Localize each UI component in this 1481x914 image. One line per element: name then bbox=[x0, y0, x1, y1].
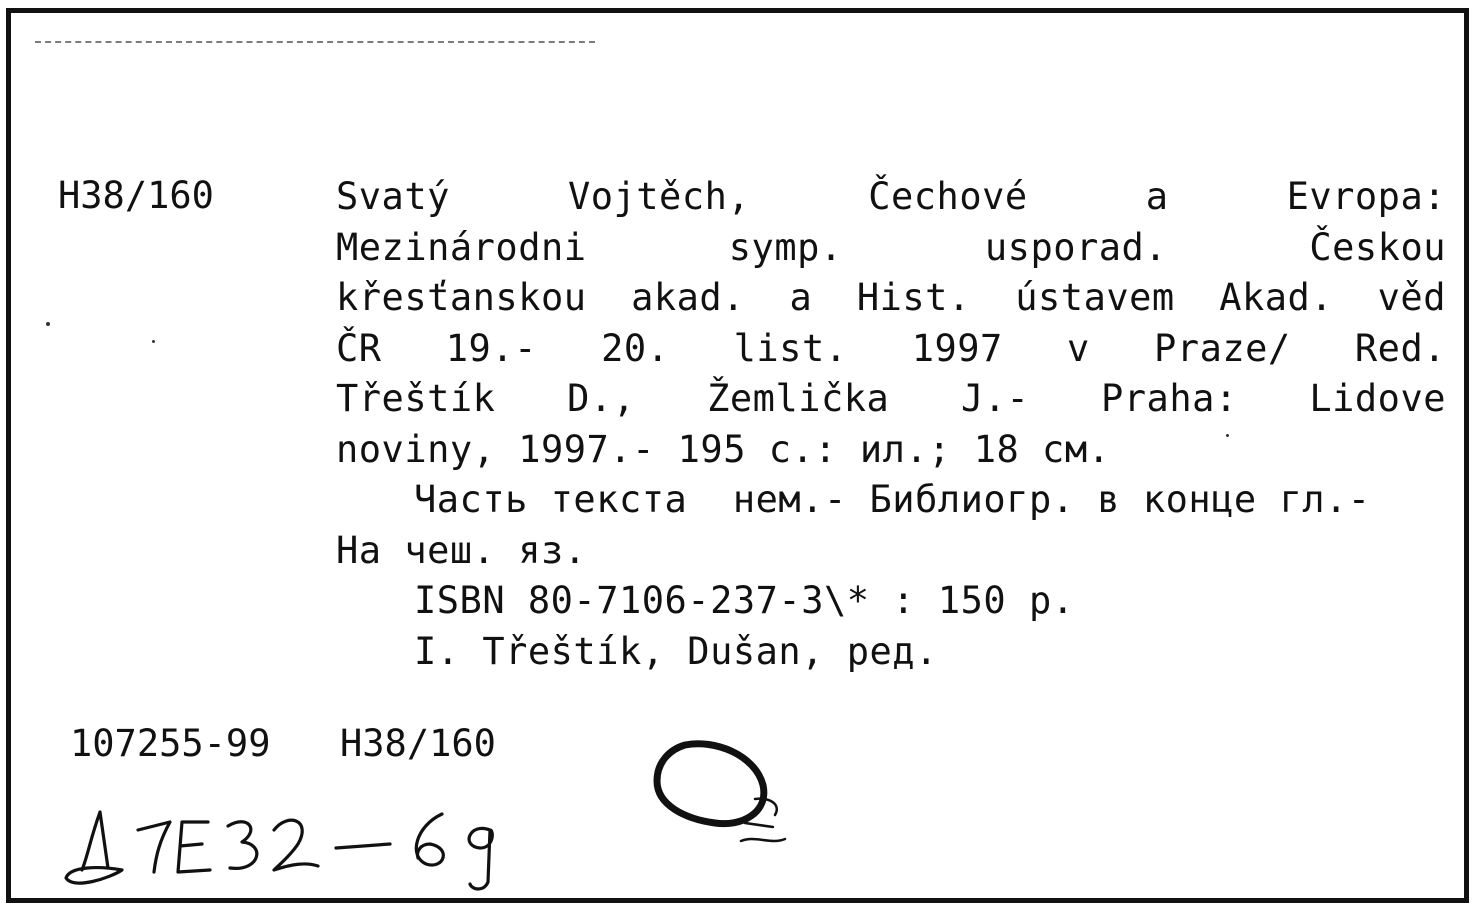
note-line: На чеш. яз. bbox=[336, 528, 587, 572]
shelf-mark: H38/160 bbox=[340, 722, 496, 765]
entry-line: noviny, 1997.- 195 с.: ил.; 18 см. bbox=[336, 427, 1111, 471]
top-edge-divider bbox=[35, 41, 595, 51]
call-number: H38/160 bbox=[58, 174, 214, 217]
entry-line: Svatý Vojtěch, Čechové a Evropa: bbox=[336, 175, 1446, 218]
entry-line: křesťanskou akad. a Hist. ústavem Akad. věd bbox=[336, 276, 1446, 319]
speck bbox=[1226, 434, 1229, 437]
tracing-line: I. Třeštík, Dušan, ред. bbox=[414, 629, 938, 673]
entry-line: Třeštík D., Žemlička J.- Praha: Lidove bbox=[336, 377, 1446, 420]
note-line: Часть текста нем.- Библиогр. в конце гл.- bbox=[414, 478, 1371, 521]
speck bbox=[46, 322, 50, 326]
stamp-mark-icon bbox=[645, 735, 795, 865]
isbn-line: ISBN 80-7106-237-3\* : 150 р. bbox=[414, 579, 1075, 622]
handwritten-code-icon bbox=[60, 800, 530, 900]
speck bbox=[152, 340, 155, 343]
bibliographic-entry bbox=[336, 172, 1446, 677]
entry-line: ČR 19.- 20. list. 1997 v Praze/ Red. bbox=[336, 326, 1446, 370]
accession-number: 107255-99 bbox=[70, 722, 271, 765]
entry-line: Mezinárodni symp. usporad. Českou bbox=[336, 225, 1446, 269]
